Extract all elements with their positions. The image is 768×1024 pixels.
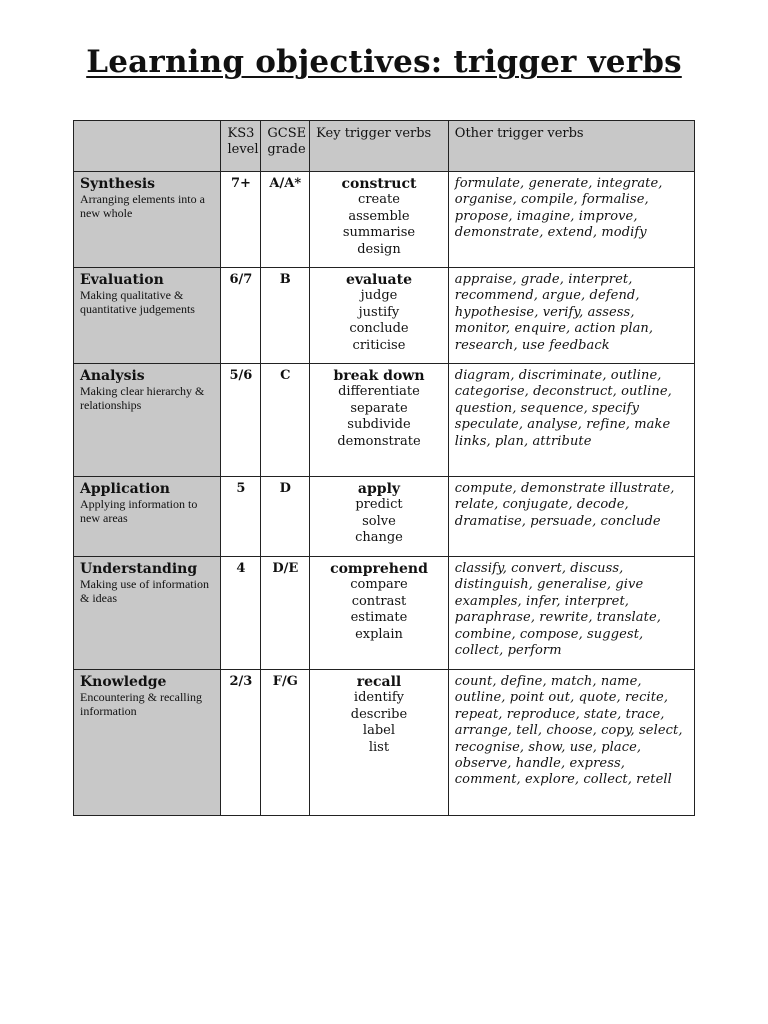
gcse-grade-cell: D [261, 477, 310, 557]
header-gcse-grade: GCSE grade [261, 121, 310, 172]
gcse-grade-cell: F/G [261, 670, 310, 816]
category-name: Synthesis [80, 176, 156, 192]
key-verbs-cell [310, 477, 449, 557]
category-name: Evaluation [80, 272, 164, 288]
category-cell [74, 172, 221, 268]
key-verb-main: construct [341, 176, 417, 192]
other-verbs-cell: appraise, grade, interpret, recommend, argue, defend, hypothesise, verify, assess, monitor, enquire, action plan, research, use feedback [448, 268, 694, 364]
key-verb: summarise [342, 225, 416, 241]
category-description: Making clear hierarchy & relationships [80, 384, 205, 412]
key-verb: judge [360, 288, 398, 304]
ks3-level-cell: 6/7 [221, 268, 261, 364]
other-verbs-cell: classify, convert, discuss, distinguish, generalise, give examples, infer, interpret, paraphrase, rewrite, translate, combine, compose, suggest, collect, perform [448, 557, 694, 670]
header-other-trigger-verbs: Other trigger verbs [448, 121, 694, 172]
key-verb: criticise [352, 337, 406, 353]
table-row [74, 364, 695, 477]
header-ks3-level: KS3 level [221, 121, 261, 172]
key-verb: identify [353, 690, 405, 706]
category-description: Arranging elements into a new whole [80, 192, 205, 220]
category-name: Knowledge [80, 674, 167, 690]
key-verbs-cell [310, 268, 449, 364]
table-row [74, 557, 695, 670]
table-row [74, 268, 695, 364]
key-verb: conclude [349, 321, 409, 337]
category-cell [74, 477, 221, 557]
key-verb: solve [362, 513, 396, 529]
key-verb: design [357, 241, 401, 257]
ks3-level-cell: 5 [221, 477, 261, 557]
key-verb-main: evaluate [345, 272, 412, 288]
table-header-row [74, 121, 695, 172]
key-verb: demonstrate [337, 433, 421, 449]
key-verb: assemble [348, 208, 410, 224]
key-verbs-cell [310, 364, 449, 477]
key-verb: justify [358, 304, 400, 320]
category-cell [74, 268, 221, 364]
header-category [74, 121, 221, 172]
other-verbs-cell: formulate, generate, integrate, organise, compile, formalise, propose, imagine, improve, demonstrate, extend, modify [448, 172, 694, 268]
ks3-level-cell: 4 [221, 557, 261, 670]
category-description: Making use of information & ideas [80, 577, 209, 605]
key-verb: differentiate [338, 384, 420, 400]
category-name: Analysis [80, 368, 145, 384]
ks3-level-cell: 7+ [221, 172, 261, 268]
key-verb: change [355, 530, 403, 546]
category-name: Understanding [80, 561, 198, 577]
ks3-level-cell: 2/3 [221, 670, 261, 816]
key-verb: predict [355, 497, 403, 513]
trigger-verbs-table [73, 120, 695, 816]
key-verb: explain [355, 626, 403, 642]
category-cell [74, 670, 221, 816]
key-verb: estimate [350, 610, 408, 626]
table-row [74, 670, 695, 816]
key-verbs-cell [310, 557, 449, 670]
gcse-grade-cell: A/A* [261, 172, 310, 268]
key-verb: contrast [351, 593, 407, 609]
key-verb: list [368, 739, 390, 755]
key-verb: create [358, 192, 400, 208]
other-verbs-cell: diagram, discriminate, outline, categorise, deconstruct, outline, question, sequence, specify speculate, analyse, refine, make links, plan, attribute [448, 364, 694, 477]
gcse-grade-cell: D/E [261, 557, 310, 670]
category-description: Encountering & recalling information [80, 690, 202, 718]
key-verb: subdivide [347, 417, 411, 433]
gcse-grade-cell: C [261, 364, 310, 477]
key-verb: separate [350, 400, 408, 416]
category-description: Making qualitative & quantitative judgements [80, 288, 195, 316]
table-row [74, 172, 695, 268]
key-verbs-cell [310, 670, 449, 816]
key-verb-main: break down [333, 368, 425, 384]
other-verbs-cell: count, define, match, name, outline, point out, quote, recite, repeat, reproduce, state, trace, arrange, tell, choose, copy, select, recognise, show, use, place, observe, handle, express, comment, explore, collect, retell [448, 670, 694, 816]
key-verb-main: recall [356, 674, 402, 690]
key-verb: describe [350, 706, 408, 722]
page-title: Learning objectives: trigger verbs [86, 44, 682, 80]
category-cell [74, 364, 221, 477]
ks3-level-cell: 5/6 [221, 364, 261, 477]
table-row [74, 477, 695, 557]
key-verb-main: apply [357, 481, 401, 497]
key-verb: label [362, 723, 396, 739]
key-verb: compare [350, 577, 408, 593]
header-key-trigger-verbs: Key trigger verbs [310, 121, 449, 172]
category-cell [74, 557, 221, 670]
other-verbs-cell: compute, demonstrate illustrate, relate, conjugate, decode, dramatise, persuade, conclude [448, 477, 694, 557]
table-body [74, 172, 695, 816]
key-verbs-cell [310, 172, 449, 268]
gcse-grade-cell: B [261, 268, 310, 364]
category-description: Applying information to new areas [80, 497, 198, 525]
category-name: Application [80, 481, 170, 497]
key-verb-main: comprehend [330, 561, 428, 577]
